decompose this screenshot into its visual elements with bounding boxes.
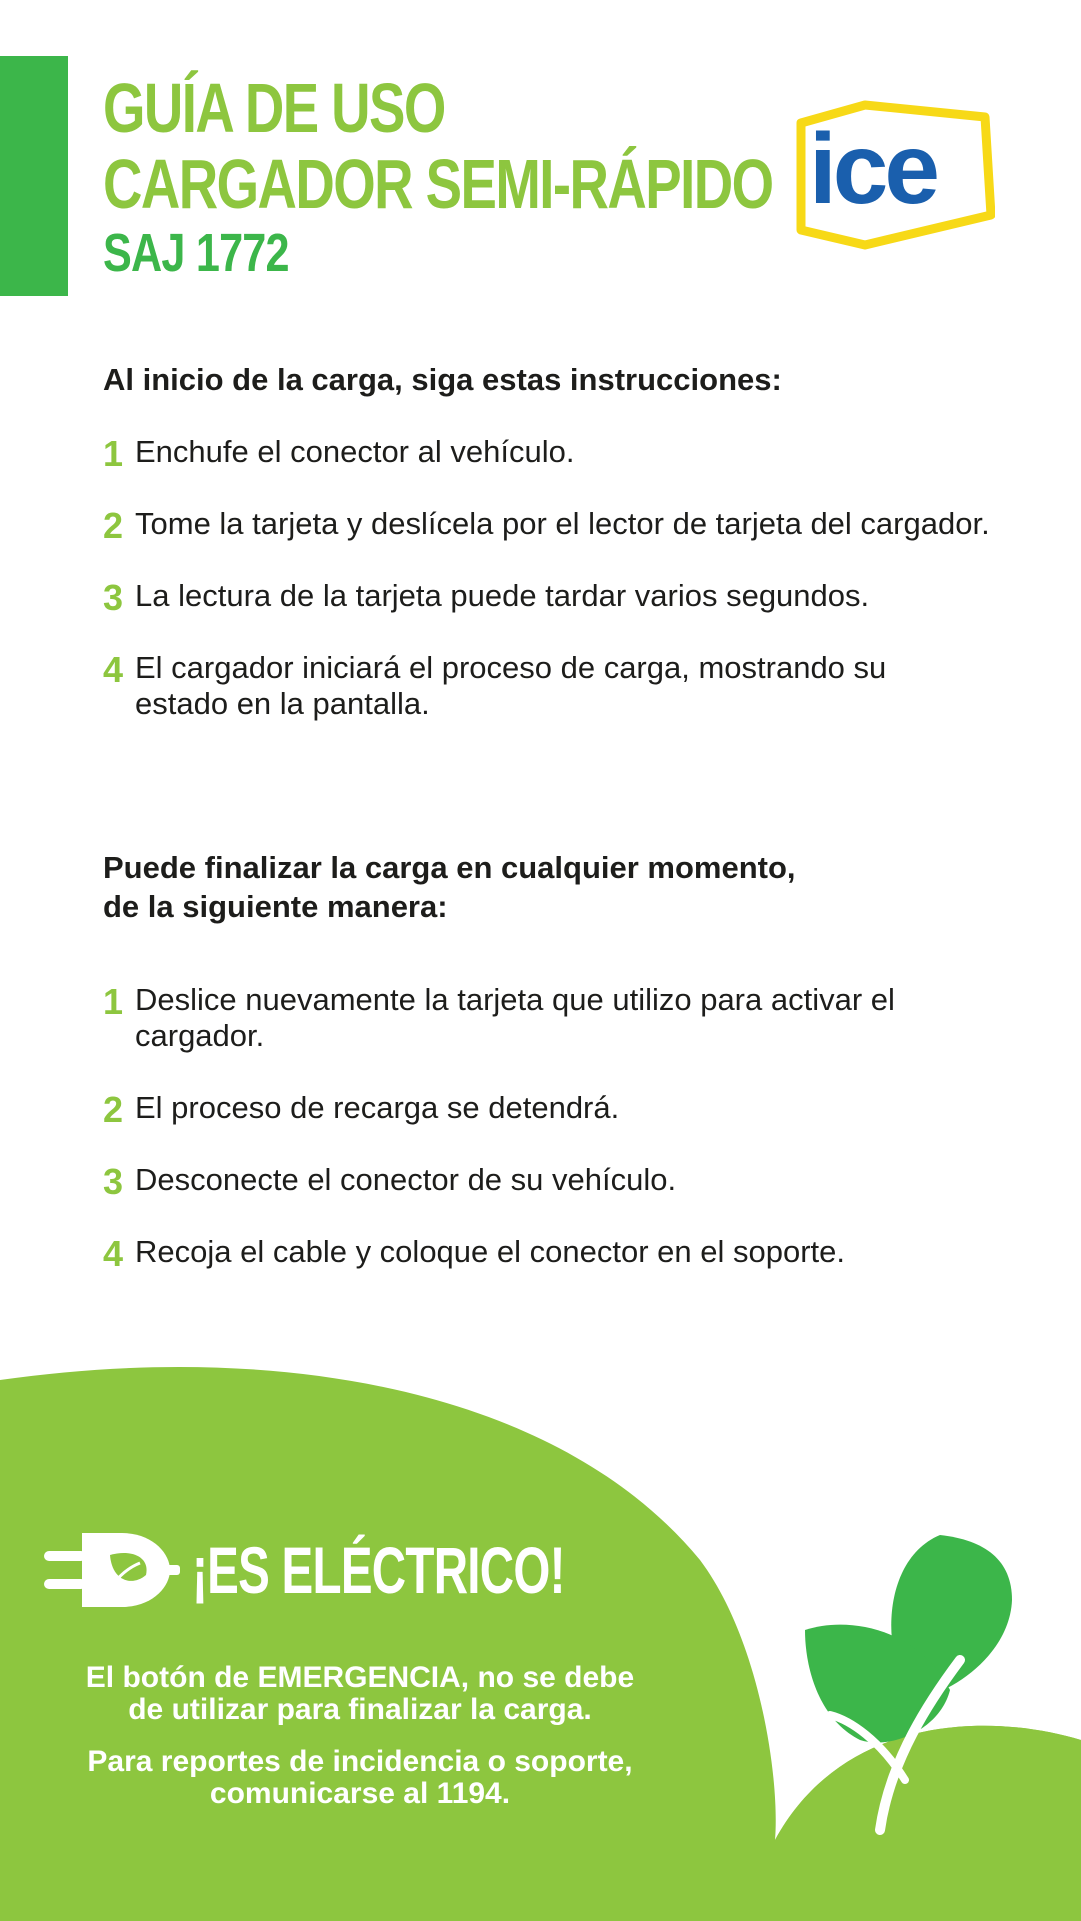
step-number: 4 xyxy=(103,649,124,690)
start-steps-list xyxy=(103,433,990,722)
slogan-text: ¡ES ELÉCTRICO! xyxy=(192,1533,565,1607)
ice-logo xyxy=(795,95,995,255)
step-text: El cargador iniciará el proceso de carga, mostrando su estado en la pantalla. xyxy=(135,650,887,721)
emergency-line-2: de utilizar para finalizar la carga. xyxy=(128,1693,592,1726)
list-item xyxy=(103,1161,983,1202)
step-text: La lectura de la tarjeta puede tardar varios segundos. xyxy=(135,578,870,613)
emergency-line-1: El botón de EMERGENCIA, no se debe xyxy=(85,1661,635,1694)
support-note xyxy=(30,1746,690,1810)
slogan-block xyxy=(42,1525,710,1615)
step-number: 3 xyxy=(103,1161,124,1202)
title-line-1: GUÍA DE USO xyxy=(103,69,445,147)
step-number: 1 xyxy=(103,433,124,474)
emergency-note xyxy=(30,1662,690,1726)
step-number: 3 xyxy=(103,577,124,618)
list-item xyxy=(103,1089,983,1130)
list-item xyxy=(103,577,983,618)
support-line-2: comunicarse al 1194. xyxy=(209,1777,511,1810)
plug-leaf-icon xyxy=(42,1525,182,1615)
step-text: Desconecte el conector de su vehículo. xyxy=(135,1162,677,1197)
step-number: 2 xyxy=(103,1089,124,1130)
list-item xyxy=(103,505,995,546)
list-item xyxy=(103,650,975,722)
logo-text: ice xyxy=(809,113,937,225)
page-title xyxy=(103,69,773,283)
end-heading xyxy=(103,848,796,926)
support-line-1: Para reportes de incidencia o soporte, xyxy=(87,1745,633,1778)
step-text: Tome la tarjeta y deslícela por el lector de tarjeta del cargador. xyxy=(135,506,990,541)
step-text: Enchufe el conector al vehículo. xyxy=(135,434,575,469)
start-heading: Al inicio de la carga, siga estas instrucciones: xyxy=(103,362,782,397)
title-line-2: CARGADOR SEMI-RÁPIDO xyxy=(103,145,773,223)
end-steps-list xyxy=(103,981,983,1274)
step-number: 2 xyxy=(103,505,124,546)
model-number: SAJ 1772 xyxy=(103,223,289,283)
end-heading-line-1: Puede finalizar la carga en cualquier momento, xyxy=(103,850,796,885)
list-item xyxy=(103,1233,983,1274)
step-text: El proceso de recarga se detendrá. xyxy=(135,1090,620,1125)
list-item xyxy=(103,433,983,474)
step-text: Recoja el cable y coloque el conector en el soporte. xyxy=(135,1234,845,1269)
step-number: 4 xyxy=(103,1233,124,1274)
step-text: Deslice nuevamente la tarjeta que utilizo para activar el cargador. xyxy=(135,982,895,1053)
list-item xyxy=(103,982,975,1054)
footer-background xyxy=(0,1360,1081,1921)
accent-bar xyxy=(0,56,68,296)
end-heading-line-2: de la siguiente manera: xyxy=(103,889,448,924)
step-number: 1 xyxy=(103,981,124,1022)
